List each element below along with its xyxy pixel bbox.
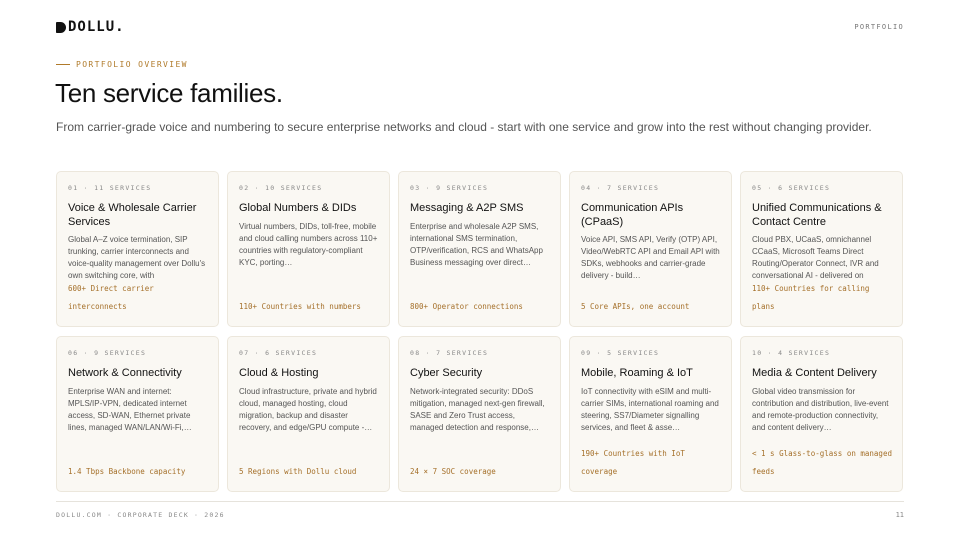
eyebrow-text: PORTFOLIO OVERVIEW [76, 60, 188, 69]
card-meta: 04 · 7 SERVICES [581, 184, 660, 192]
card-title: Network & Connectivity [68, 367, 182, 379]
service-card-security [398, 336, 561, 492]
eyebrow-rule [56, 64, 70, 65]
card-stat: 24 × 7 SOC coverage [410, 467, 496, 476]
card-description: Cloud PBX, UCaaS, omnichannel CCaaS, Microsoft Teams Direct Routing/Operator Connect, IVR and conversational AI - delivered on [752, 235, 879, 280]
card-stat: 600+ Direct carrier interconnects [68, 284, 154, 311]
card-stat: 1.4 Tbps Backbone capacity [68, 467, 186, 476]
card-description: Voice API, SMS API, Verify (OTP) API, Video/WebRTC API and Email API with SDKs, webhooks and carrier-grade delivery - build… [581, 235, 720, 280]
service-grid [56, 171, 904, 492]
card-meta: 09 · 5 SERVICES [581, 349, 660, 357]
card-stat: 800+ Operator connections [410, 302, 523, 311]
service-card-cpaas [569, 171, 732, 327]
card-description: Enterprise and wholesale A2P SMS, international SMS termination, OTP/verification, RCS and WhatsApp Business messaging over direct… [410, 221, 543, 267]
service-card-messaging [398, 171, 561, 327]
card-description: IoT connectivity with eSIM and multi-carrier SIMs, international roaming and steering, SS7/Diameter signalling services, and fleet & asse… [581, 386, 719, 432]
card-title: Voice & Wholesale Carrier Services [68, 202, 197, 228]
card-title: Unified Communications & Contact Centre [752, 202, 882, 228]
card-title: Messaging & A2P SMS [410, 202, 524, 214]
card-title: Media & Content Delivery [752, 367, 877, 379]
card-title: Mobile, Roaming & IoT [581, 367, 693, 379]
card-description: Cloud infrastructure, private and hybrid cloud, managed hosting, cloud migration, backup and disaster recovery, and edge/GPU compute -… [239, 386, 377, 432]
card-stat: 190+ Countries with IoT coverage [581, 449, 685, 476]
card-description: Global A–Z voice termination, SIP trunking, carrier interconnects and voice-quality management over Dollu's own switching core, with [68, 235, 206, 280]
card-stat: 110+ Countries with numbers [239, 302, 361, 311]
eyebrow [56, 60, 188, 69]
card-stat: 110+ Countries for calling plans [752, 284, 870, 311]
brand-logo [56, 20, 125, 34]
card-meta: 05 · 6 SERVICES [752, 184, 831, 192]
service-card-mobile-iot [569, 336, 732, 492]
card-meta: 08 · 7 SERVICES [410, 349, 489, 357]
card-description: Enterprise WAN and internet: MPLS/IP-VPN, dedicated internet access, SD-WAN, Ethernet private lines, managed WAN/LAN/Wi-Fi,… [68, 386, 192, 432]
section-label: PORTFOLIO [854, 23, 904, 31]
card-meta: 10 · 4 SERVICES [752, 349, 831, 357]
card-stat: 5 Core APIs, one account [581, 302, 690, 311]
card-stat: < 1 s Glass-to-glass on managed feeds [752, 449, 892, 476]
card-meta: 03 · 9 SERVICES [410, 184, 489, 192]
service-card-unified-comms [740, 171, 903, 327]
page-number: 11 [895, 511, 904, 519]
card-title: Cloud & Hosting [239, 367, 319, 379]
card-stat: 5 Regions with Dollu cloud [239, 467, 357, 476]
service-card-numbers [227, 171, 390, 327]
card-meta: 06 · 9 SERVICES [68, 349, 147, 357]
card-description: Global video transmission for contribution and distribution, live-event and remote-production connectivity, and content delivery… [752, 386, 889, 432]
card-meta: 01 · 11 SERVICES [68, 184, 152, 192]
page-subtitle: From carrier-grade voice and numbering to secure enterprise networks and cloud - start with one service and grow into the rest without changing provider. [56, 120, 872, 134]
logo-mark-icon [56, 22, 66, 33]
page-title: Ten service families. [55, 78, 283, 108]
footer-text: DOLLU.COM · CORPORATE DECK · 2026 [56, 511, 225, 519]
card-meta: 07 · 6 SERVICES [239, 349, 318, 357]
footer-divider [56, 501, 904, 502]
service-card-media [740, 336, 903, 492]
card-meta: 02 · 10 SERVICES [239, 184, 323, 192]
card-title: Global Numbers & DIDs [239, 202, 357, 214]
card-title: Communication APIs (CPaaS) [581, 202, 684, 228]
top-bar [56, 20, 904, 36]
service-card-cloud [227, 336, 390, 492]
service-card-voice [56, 171, 219, 327]
brand-name: DOLLU. [68, 19, 125, 35]
card-title: Cyber Security [410, 367, 483, 379]
card-description: Network-integrated security: DDoS mitigation, managed next-gen firewall, SASE and Zero Trust access, managed detection and response,… [410, 386, 545, 432]
card-description: Virtual numbers, DIDs, toll-free, mobile and cloud calling numbers across 110+ countries with regulatory-compliant KYC, porting… [239, 221, 378, 267]
service-card-network [56, 336, 219, 492]
